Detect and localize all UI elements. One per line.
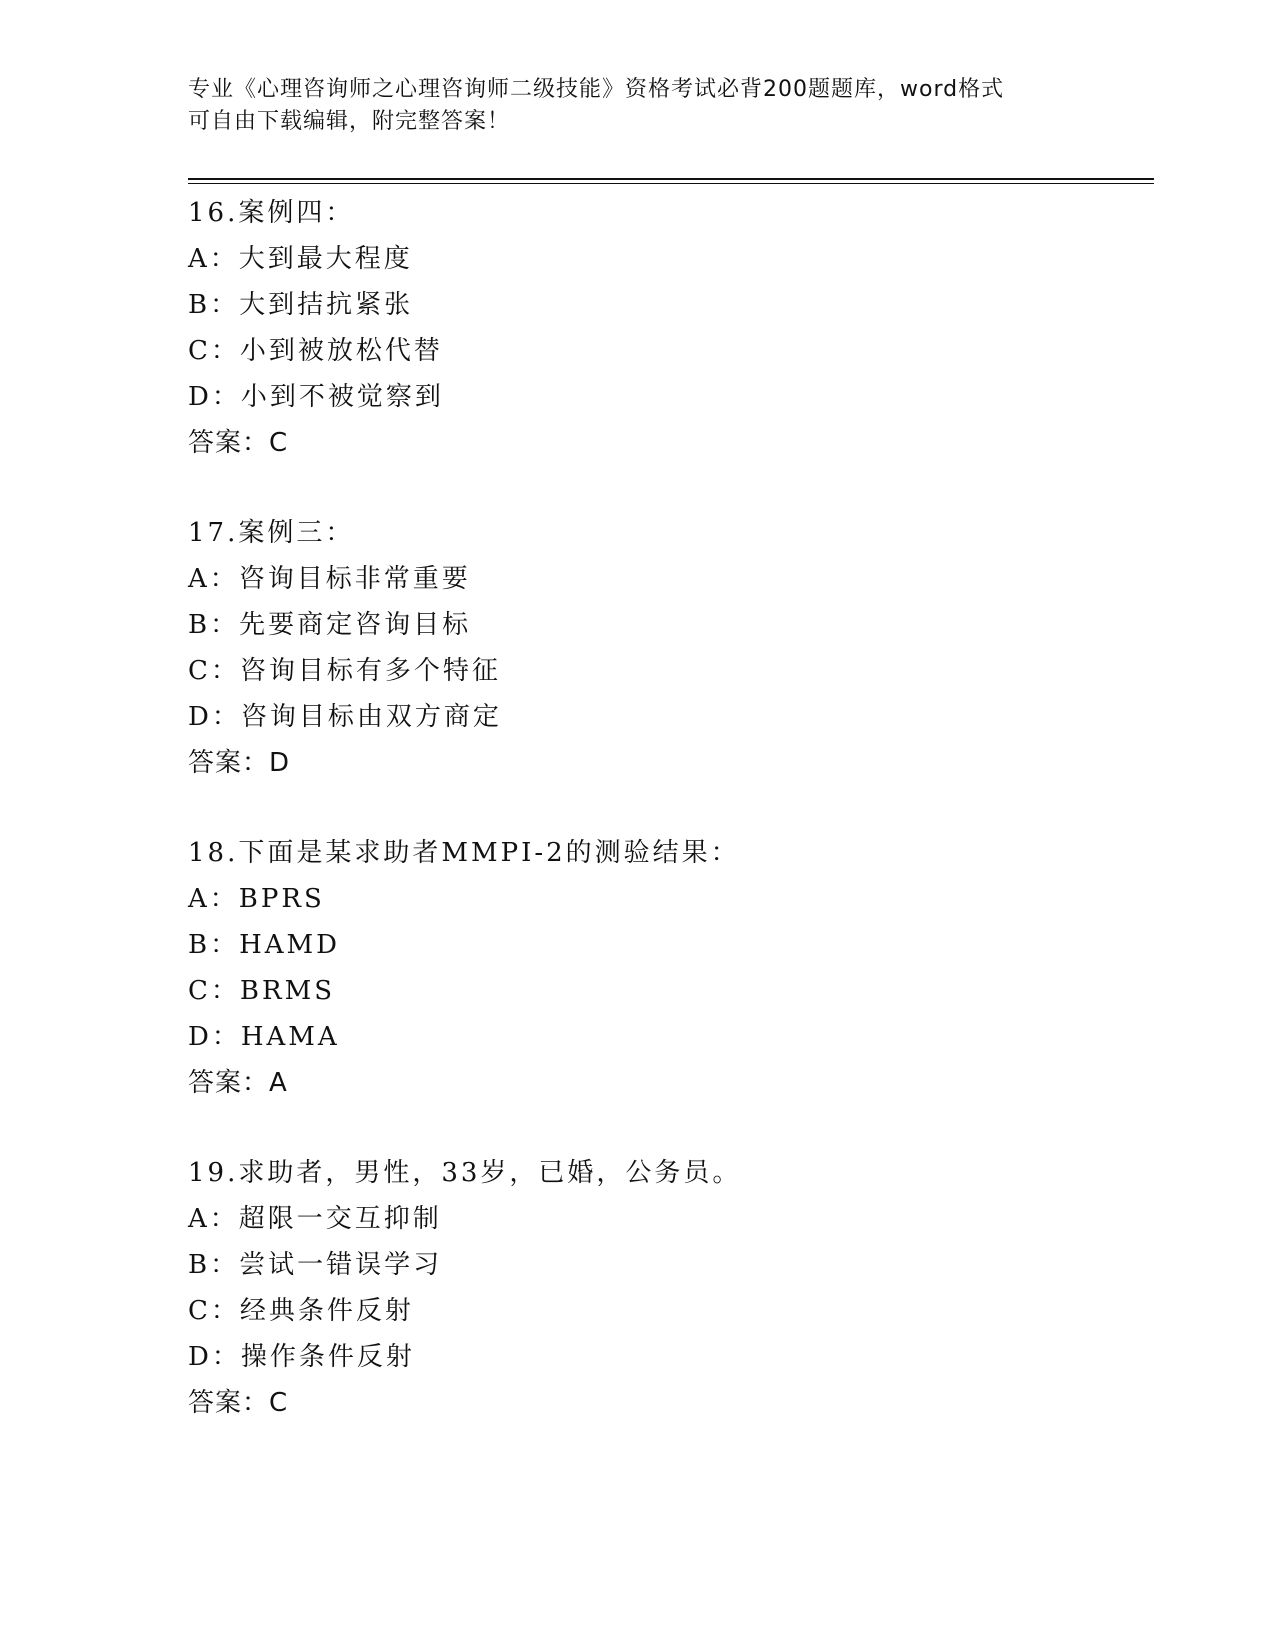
option-c: C：咨询目标有多个特征 [188, 656, 501, 686]
option-d: D：小到不被觉察到 [188, 382, 444, 412]
header-line-1: 专业《心理咨询师之心理咨询师二级技能》资格考试必背200题题库，word格式 [188, 77, 1005, 102]
option-d: D：操作条件反射 [188, 1342, 415, 1372]
option-c: C：经典条件反射 [188, 1296, 414, 1326]
question-stem: 17.案例三： [188, 518, 355, 548]
answer-line: 答案：D [188, 748, 291, 778]
option-a: A：大到最大程度 [188, 244, 413, 274]
answer-line: 答案：A [188, 1068, 288, 1098]
question-16 [188, 190, 1148, 510]
option-c: C：BRMS [188, 976, 336, 1006]
question-stem: 19.求助者，男性，33岁，已婚，公务员。 [188, 1158, 742, 1188]
question-stem: 18.下面是某求助者MMPI-2的测验结果： [188, 838, 740, 868]
header-line-2: 可自由下载编辑，附完整答案！ [188, 109, 511, 134]
answer-line: 答案：C [188, 1388, 289, 1418]
option-a: A：BPRS [188, 884, 325, 914]
option-c: C：小到被放松代替 [188, 336, 443, 366]
option-b: B：大到拮抗紧张 [188, 290, 414, 320]
question-17 [188, 510, 1148, 830]
question-stem: 16.案例四： [188, 198, 355, 228]
answer-line: 答案：C [188, 428, 289, 458]
option-d: D：咨询目标由双方商定 [188, 702, 502, 732]
document-header [188, 74, 1088, 138]
header-divider-thin [188, 183, 1154, 184]
question-19 [188, 1150, 1148, 1470]
option-b: B：HAMD [188, 930, 341, 960]
option-d: D：HAMA [188, 1022, 340, 1052]
header-divider-thick [188, 178, 1154, 180]
option-a: A：咨询目标非常重要 [188, 564, 471, 594]
option-a: A：超限一交互抑制 [188, 1204, 442, 1234]
question-list [188, 190, 1148, 1470]
option-b: B：先要商定咨询目标 [188, 610, 472, 640]
question-18 [188, 830, 1148, 1150]
option-b: B：尝试一错误学习 [188, 1250, 443, 1280]
